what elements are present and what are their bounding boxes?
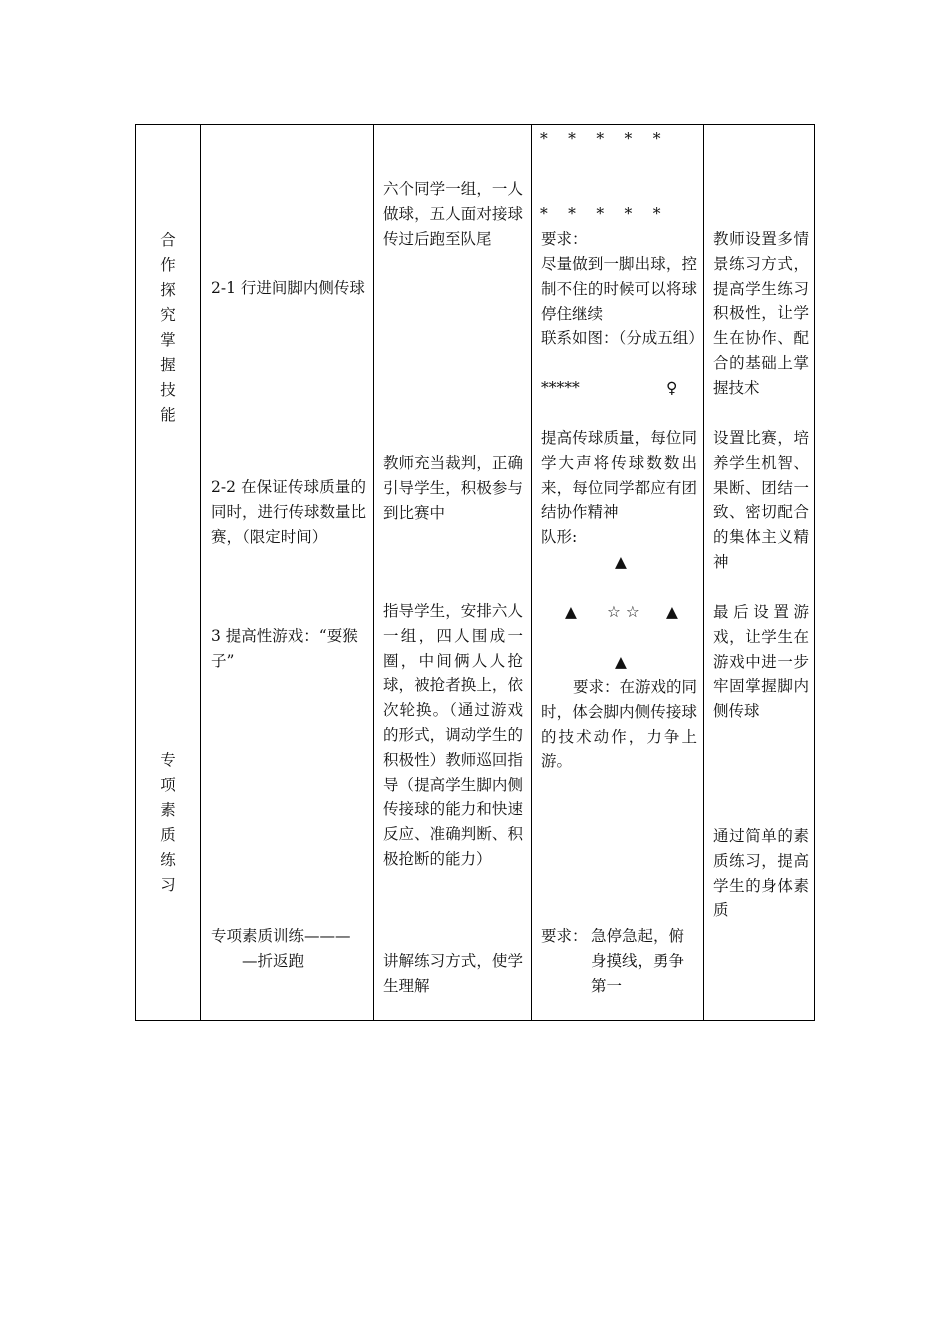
intent-text: 教师设置多情景练习方式，提高学生练习积极性，让学生在协作、配合的基础上掌握技术 (713, 230, 809, 397)
formation-stars: * * * * * (540, 130, 661, 148)
requirement-text: 提高传球质量，每位同学大声将传球数数出来，每位同学都应有团结协作精神 (541, 429, 697, 522)
content-item: 专项素质训练——— (211, 927, 351, 945)
formation-stars: ***** (541, 379, 580, 397)
formation-note: 联系如图：（分成五组） (541, 329, 704, 347)
requirement-label: 要求： (541, 230, 588, 248)
content-item: 3 提高性游戏：“耍猴子” (211, 627, 358, 670)
requirement-text: 尽量做到一脚出球，控制不住的时候可以将球停住继续 (541, 255, 697, 323)
column-divider (373, 124, 374, 1021)
method-text: 指导学生，安排六人一组，四人围成一圈，中间俩人人抢球，被抢者换上，依次轮换。（通过游戏的形式，调动学生的积极性）教师巡回指导（提高学生脚内侧传接球的能力和快速反应、准确判断、积极抢断的能力） (383, 602, 523, 868)
intent-text: 设置比赛，培养学生机智、果断、团结一致、密切配合的集体主义精神 (713, 429, 809, 571)
intent-text: 最后设置游戏，让学生在游戏中进一步牢固掌握脚内侧传球 (713, 603, 809, 721)
method-text: 教师充当裁判，正确引导学生，积极参与到比赛中 (383, 454, 523, 522)
formation-stars: * * * * * (540, 205, 661, 223)
requirement-text: 急停急起，俯身摸线，勇争第一 (591, 927, 685, 995)
section-label: 合作探究掌握技能 (160, 231, 176, 424)
content-item: —折返跑 (242, 952, 305, 970)
requirement-text: 要求：在游戏的同时，体会脚内侧传接球的技术动作，力争上游。 (541, 678, 698, 771)
column-divider (703, 124, 704, 1021)
female-symbol: ♀ (666, 379, 678, 397)
method-text: 六个同学一组，一人做球，五人面对接球传过后跑至队尾 (383, 180, 523, 248)
intent-text: 通过简单的素质练习，提高学生的身体素质 (713, 827, 809, 920)
column-divider (531, 124, 532, 1021)
column-divider (200, 124, 201, 1021)
content-item: 2-2 在保证传球质量的同时，进行传球数量比赛，（限定时间） (211, 478, 367, 546)
star-markers: ☆ ☆ (607, 603, 640, 621)
triangle-marker: ▲ (615, 553, 627, 571)
requirement-label: 要求： (541, 927, 588, 945)
method-text: 讲解练习方式，使学生理解 (383, 952, 523, 995)
formation-label: 队形: (541, 528, 578, 546)
triangle-marker: ▲ (615, 653, 627, 671)
section-label: 专项素质练习 (160, 751, 176, 894)
content-item: 2-1 行进间脚内侧传球 (211, 279, 365, 297)
triangle-marker: ▲ (666, 603, 678, 621)
triangle-marker: ▲ (565, 603, 577, 621)
